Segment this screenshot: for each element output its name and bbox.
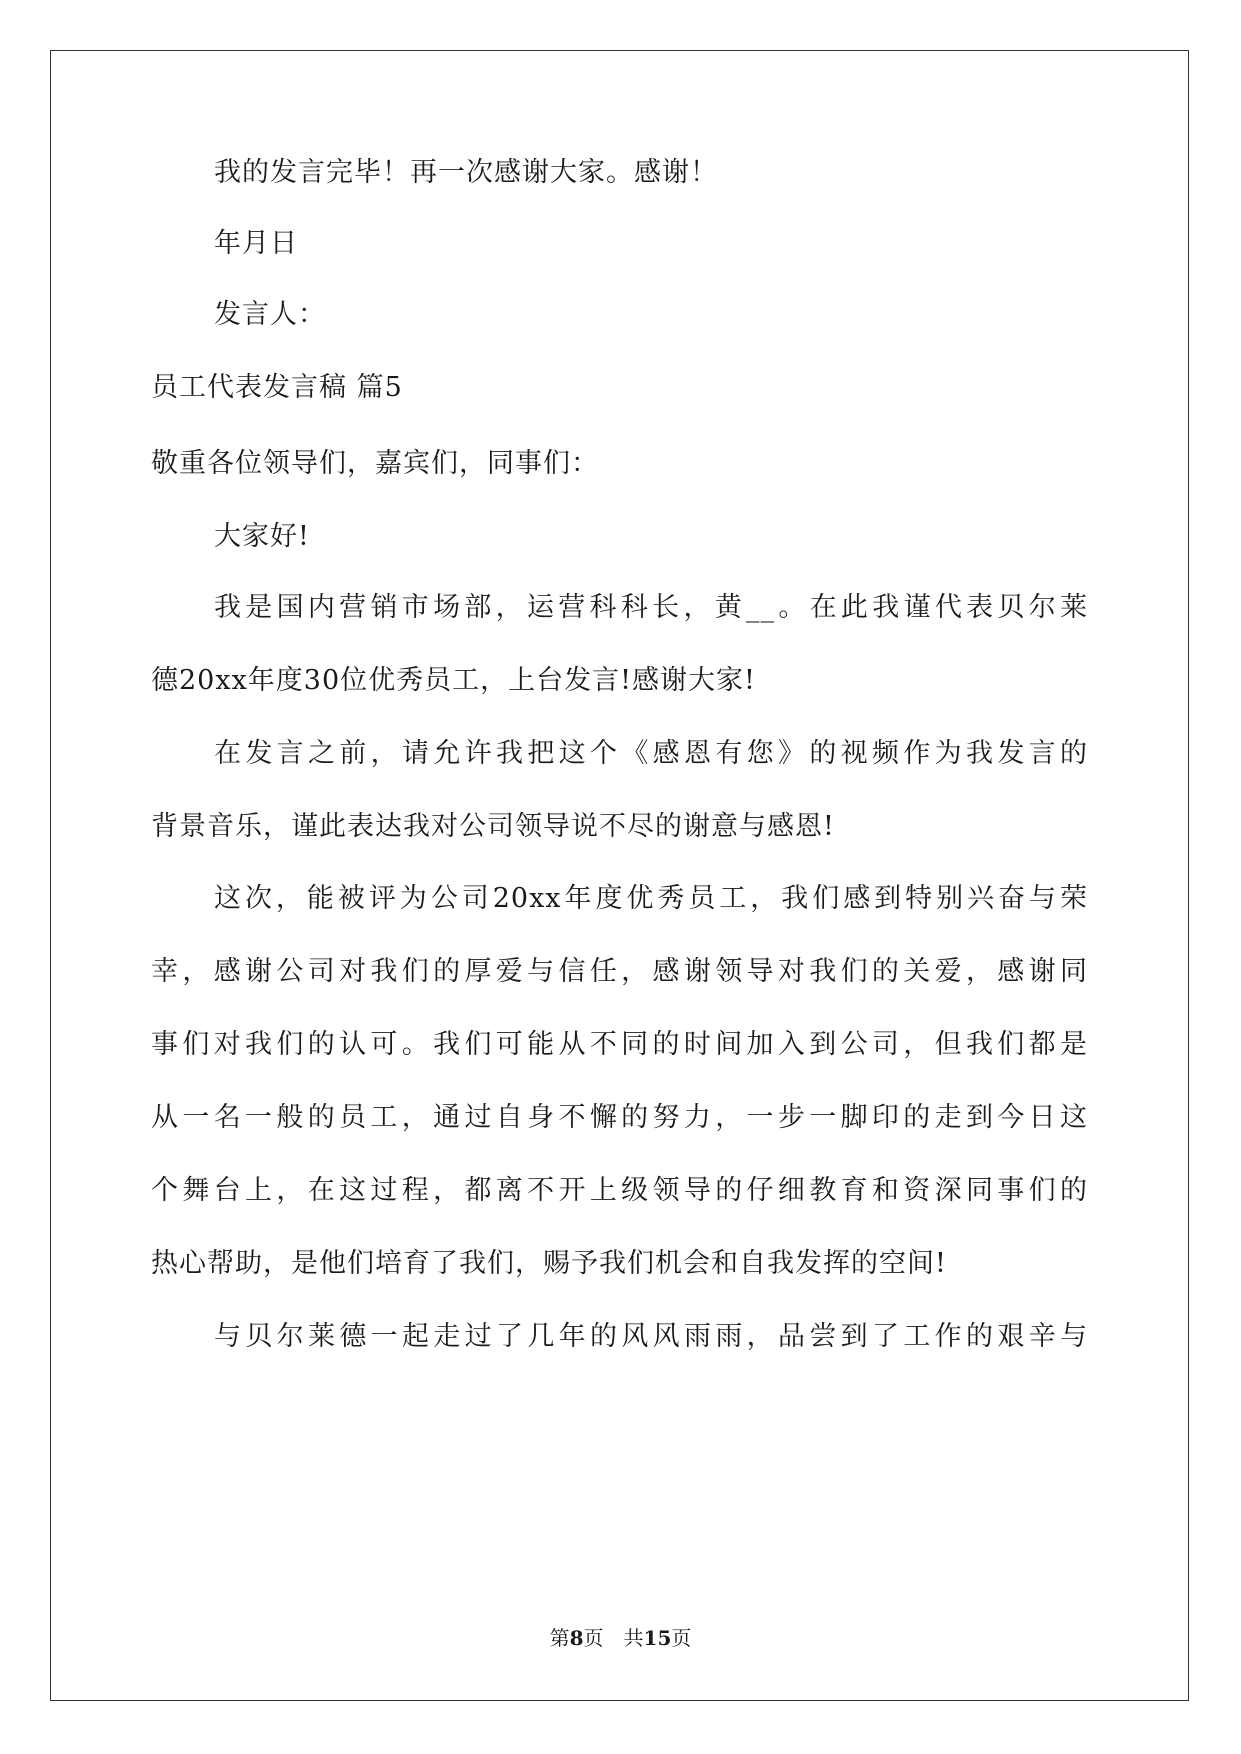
footer-middle: 页 共 — [583, 1626, 644, 1650]
paragraph-line: 热心帮助，是他们培育了我们，赐予我们机会和自我发挥的空间! — [151, 1248, 947, 1279]
salutation: 敬重各位领导们，嘉宾们，同事们： — [151, 448, 599, 479]
paragraph-line: 我是国内营销市场部，运营科科长，黄__。在此我谨代表贝尔莱 — [214, 592, 1088, 623]
footer-suffix: 页 — [671, 1626, 692, 1650]
paragraph-line: 事们对我们的认可。我们可能从不同的时间加入到公司，但我们都是 — [151, 1029, 1088, 1060]
paragraph-line: 在发言之前，请允许我把这个《感恩有您》的视频作为我发言的 — [214, 738, 1088, 769]
paragraph-line: 德20xx年度30位优秀员工，上台发言!感谢大家! — [151, 665, 756, 696]
paragraph-line: 个舞台上，在这过程，都离不开上级领导的仔细教育和资深同事们的 — [151, 1175, 1088, 1206]
section-heading: 员工代表发言稿 篇5 — [151, 372, 403, 403]
date-line: 年月日 — [214, 228, 298, 259]
paragraph-line: 与贝尔莱德一起走过了几年的风风雨雨，品尝到了工作的艰辛与 — [214, 1321, 1088, 1352]
closing-line: 我的发言完毕！再一次感谢大家。感谢！ — [214, 157, 718, 188]
paragraph-line: 背景音乐，谨此表达我对公司领导说不尽的谢意与感恩! — [151, 811, 835, 842]
paragraph-line: 从一名一般的员工，通过自身不懈的努力，一步一脚印的走到今日这 — [151, 1102, 1088, 1133]
page-number-footer — [0, 1626, 1241, 1650]
footer-prefix: 第 — [549, 1626, 570, 1650]
current-page-number: 8 — [569, 1626, 584, 1650]
greeting: 大家好! — [214, 521, 310, 552]
paragraph-line: 这次，能被评为公司20xx年度优秀员工，我们感到特别兴奋与荣 — [214, 883, 1088, 914]
total-page-number: 15 — [643, 1626, 672, 1650]
speaker-line: 发言人： — [214, 299, 326, 330]
paragraph-line: 幸，感谢公司对我们的厚爱与信任，感谢领导对我们的关爱，感谢同 — [151, 956, 1088, 987]
